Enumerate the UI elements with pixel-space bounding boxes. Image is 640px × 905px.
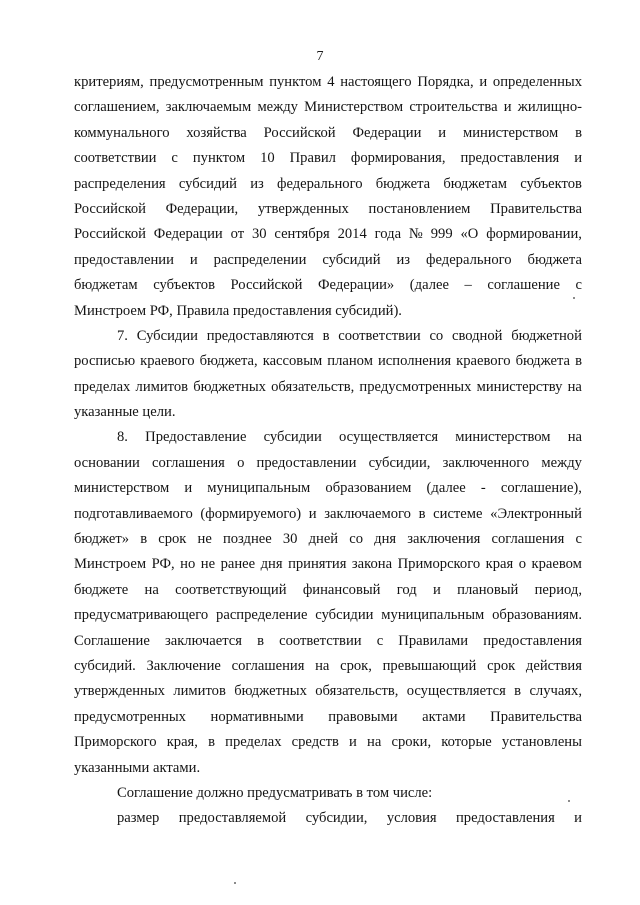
scan-speck — [568, 800, 570, 802]
word: на — [567, 378, 582, 395]
word: на — [144, 581, 159, 598]
text-line — [74, 552, 582, 577]
word: края — [485, 556, 514, 573]
word: бюджетам — [74, 277, 138, 294]
word: пунктом — [192, 150, 246, 167]
word: с — [575, 277, 582, 294]
word: со — [349, 531, 364, 548]
word: министерством — [462, 124, 559, 141]
word: соглашения — [152, 454, 225, 471]
word: 30 — [282, 531, 298, 548]
word: Российской — [263, 124, 336, 141]
word: 8. — [117, 429, 128, 446]
word: ранее — [220, 556, 256, 573]
word: с — [171, 150, 178, 167]
word: субъектов — [520, 175, 582, 192]
word: в — [140, 531, 148, 548]
word: размер — [117, 810, 160, 827]
word: на — [315, 657, 330, 674]
word: и — [189, 251, 198, 268]
word: основании — [74, 454, 140, 471]
word: года — [374, 226, 402, 243]
word: осуществляется — [339, 429, 439, 446]
word: утвержденных — [74, 683, 165, 700]
word: соглашение), — [500, 480, 582, 497]
word: позднее — [222, 531, 272, 548]
word: распределении — [213, 251, 307, 268]
word: принятия — [288, 556, 347, 573]
text-line — [74, 578, 582, 603]
word: министерством — [455, 429, 551, 446]
page-number: 7 — [316, 49, 324, 64]
word: коммунального — [74, 124, 170, 141]
word: в — [575, 124, 582, 141]
word: кассовым — [262, 353, 323, 370]
word: между — [257, 99, 298, 116]
word: Правил — [289, 150, 336, 167]
word: лимитов — [173, 683, 226, 700]
word: Министерством — [304, 99, 404, 116]
word: и — [574, 810, 582, 827]
word: в — [322, 327, 330, 344]
word: Федерации, — [165, 200, 239, 217]
word: закона — [351, 556, 393, 573]
word: соглашения — [231, 657, 305, 674]
word: Федерации — [352, 124, 422, 141]
word: Правительства — [490, 708, 582, 725]
word: соответствии — [338, 327, 421, 344]
word: предусматривающего — [74, 607, 209, 624]
word: Минстроем — [74, 556, 147, 573]
word: соглашением, — [74, 99, 160, 116]
word: финансовый — [302, 581, 381, 598]
word: заключаемым — [165, 99, 252, 116]
text-line — [74, 121, 582, 146]
word: «Электронный — [490, 505, 582, 522]
text-line — [74, 70, 582, 95]
word: из — [396, 251, 411, 268]
word: Российской — [230, 277, 303, 294]
word: Заключение — [146, 657, 221, 674]
word: случаях, — [529, 683, 582, 700]
word: - — [480, 480, 486, 497]
word: бюджетной — [511, 327, 582, 344]
word: (далее — [409, 277, 449, 294]
word: субсидий — [178, 175, 237, 192]
text-line — [74, 679, 582, 704]
word: предоставлении — [74, 251, 174, 268]
word: на — [367, 734, 382, 751]
word: субсидий — [322, 251, 381, 268]
word: 999 — [430, 226, 453, 243]
word: дня — [260, 556, 283, 573]
word: (формируемого) — [200, 505, 302, 522]
text-line — [74, 375, 582, 400]
word: Приморского — [74, 734, 157, 751]
word: субъектов — [153, 277, 215, 294]
word: исполнения — [378, 353, 452, 370]
word: плановый — [457, 581, 519, 598]
word: росписью — [74, 353, 136, 370]
word: 10 — [260, 150, 275, 167]
word: и — [308, 505, 317, 522]
word: 30 — [251, 226, 267, 243]
word: бюджета — [527, 251, 582, 268]
word: предусмотренным — [149, 74, 264, 90]
word: подготавливаемого — [74, 505, 193, 522]
word: пределах — [74, 378, 131, 395]
word: Соглашение — [74, 632, 150, 649]
text-line — [74, 324, 582, 349]
word: утвержденных — [257, 200, 349, 217]
word: бюджета, — [199, 353, 258, 370]
word: заключается — [164, 632, 242, 649]
word: субсидий. — [74, 657, 136, 674]
word: соответствии — [279, 632, 362, 649]
word: Правительства — [490, 200, 582, 217]
word: краевом — [531, 556, 582, 573]
word: предоставляются — [206, 327, 314, 344]
word: между — [541, 454, 582, 471]
word: и — [438, 124, 447, 141]
text-line — [74, 476, 582, 501]
word: не — [200, 556, 216, 573]
word: субсидии — [315, 607, 374, 624]
word: 2014 — [337, 226, 367, 243]
word: хозяйства — [186, 124, 247, 141]
word: Предоставление — [145, 429, 247, 446]
word: строительства — [409, 99, 498, 116]
word: лимитов — [135, 378, 189, 395]
word: Федерации» — [318, 277, 395, 294]
word: предоставления — [483, 632, 582, 649]
text-line: Минстроем РФ, Правила предоставления субсидий). — [74, 302, 402, 319]
word: дней — [308, 531, 339, 548]
word: – — [464, 277, 472, 294]
word: формирования, — [350, 150, 446, 167]
word: соглашения — [491, 531, 565, 548]
word: соглашение — [487, 277, 560, 294]
word: сроки, — [391, 734, 432, 751]
text-line — [74, 425, 582, 450]
word: и — [574, 150, 582, 167]
word: настоящего — [340, 74, 412, 90]
word: критериям, — [74, 74, 144, 90]
text-line — [74, 222, 582, 247]
word: «О — [460, 226, 479, 243]
word: образованиям. — [492, 607, 582, 624]
text-line: указанными актами. — [74, 759, 201, 776]
word: период, — [534, 581, 582, 598]
text-line: Соглашение должно предусматривать в том числе: — [117, 784, 433, 801]
word: соответствующий — [175, 581, 287, 598]
word: постановлением — [368, 200, 471, 217]
word: пределах — [225, 734, 282, 751]
word: обязательств, — [271, 378, 355, 395]
word: краевого — [456, 353, 511, 370]
word: с — [376, 632, 384, 649]
word: 4 — [327, 74, 335, 90]
text-line — [74, 248, 582, 273]
word: Приморского — [397, 556, 481, 573]
word: обязательств, — [315, 683, 399, 700]
word: заключенного — [442, 454, 530, 471]
scan-speck — [573, 297, 575, 299]
word: срок — [487, 657, 516, 674]
word: распределения — [74, 175, 166, 192]
word: субсидии, — [305, 810, 368, 827]
word: Правилами — [398, 632, 469, 649]
word: но — [180, 556, 196, 573]
word: края, — [166, 734, 198, 751]
word: предоставления — [460, 150, 560, 167]
word: из — [250, 175, 264, 192]
word: на — [567, 429, 582, 446]
word: Российской — [74, 200, 146, 217]
word: федерального — [276, 175, 363, 192]
word: федерального — [426, 251, 512, 268]
word: субсидии — [263, 429, 322, 446]
word: дня — [374, 531, 397, 548]
text-line — [74, 502, 582, 527]
text-line — [74, 730, 582, 755]
word: предусмотренных — [359, 378, 472, 395]
word: бюджете — [74, 581, 129, 598]
word: осуществляется — [406, 683, 506, 700]
word: министерством — [74, 480, 170, 497]
word: в — [257, 632, 264, 649]
word: с — [575, 531, 582, 548]
word: бюджет» — [74, 531, 130, 548]
word: бюджетам — [443, 175, 507, 192]
word: соответствии — [74, 150, 157, 167]
word: в — [575, 353, 582, 370]
word: действия — [525, 657, 582, 674]
text-line — [74, 629, 582, 654]
word: предоставления — [456, 810, 555, 827]
word: срок — [158, 531, 187, 548]
text-line — [74, 349, 582, 374]
word: и — [349, 734, 357, 751]
word: и — [184, 480, 193, 497]
word: Субсидии — [136, 327, 198, 344]
word: определенных — [492, 74, 582, 90]
word: субсидии, — [368, 454, 431, 471]
word: предоставляемой — [178, 810, 287, 827]
text-line — [74, 172, 582, 197]
word: муниципальным — [207, 480, 311, 497]
word: не — [197, 531, 212, 548]
word: Российской — [74, 226, 146, 243]
text-line — [74, 527, 582, 552]
text-line — [74, 654, 582, 679]
text-line: указанные цели. — [74, 404, 176, 421]
word: о — [518, 556, 527, 573]
word: РФ, — [151, 556, 175, 573]
word: Федерации — [153, 226, 223, 243]
word: жилищно- — [517, 99, 582, 116]
word: условия — [386, 810, 437, 827]
word: которые — [441, 734, 492, 751]
word: (далее — [426, 480, 466, 497]
word: о — [237, 454, 245, 471]
word: со — [429, 327, 444, 344]
word: нормативными — [210, 708, 304, 725]
word: бюджетных — [234, 683, 307, 700]
word: от — [230, 226, 245, 243]
text-line — [74, 806, 582, 831]
word: в — [208, 734, 215, 751]
text-line — [74, 603, 582, 628]
text-line — [74, 273, 582, 298]
word: сводной — [451, 327, 503, 344]
word: муниципальным — [381, 607, 485, 624]
text-line — [74, 146, 582, 171]
word: заключаемого — [324, 505, 411, 522]
word: заключения — [407, 531, 481, 548]
word: бюджета — [515, 353, 571, 370]
text-line — [74, 197, 582, 222]
word: № — [408, 226, 423, 243]
word: актами — [422, 708, 466, 725]
word: и — [503, 99, 512, 116]
word: формировании, — [486, 226, 582, 243]
word: сентября — [274, 226, 330, 243]
word: планом — [327, 353, 373, 370]
word: правовыми — [328, 708, 398, 725]
scan-speck — [234, 882, 236, 884]
word: системе — [433, 505, 483, 522]
text-line — [74, 95, 582, 120]
word: пунктом — [269, 74, 322, 90]
word: год — [396, 581, 417, 598]
body-text — [74, 70, 582, 832]
word: Порядка, — [417, 74, 474, 90]
word: краевого — [140, 353, 195, 370]
text-line — [74, 451, 582, 476]
word: средств — [291, 734, 339, 751]
word: бюджета — [375, 175, 431, 192]
word: предоставлении — [256, 454, 357, 471]
word: предусмотренных — [74, 708, 186, 725]
word: распределение — [216, 607, 308, 624]
word: и — [479, 74, 488, 90]
word: бюджетных — [193, 378, 266, 395]
word: в — [418, 505, 426, 522]
word: превышающий — [382, 657, 477, 674]
word: срок, — [340, 657, 372, 674]
word: 7. — [117, 327, 128, 344]
word: в — [514, 683, 522, 700]
word: установлены — [501, 734, 582, 751]
word: министерству — [476, 378, 563, 395]
word: образованием — [325, 480, 412, 497]
text-line — [74, 705, 582, 730]
word: и — [433, 581, 441, 598]
